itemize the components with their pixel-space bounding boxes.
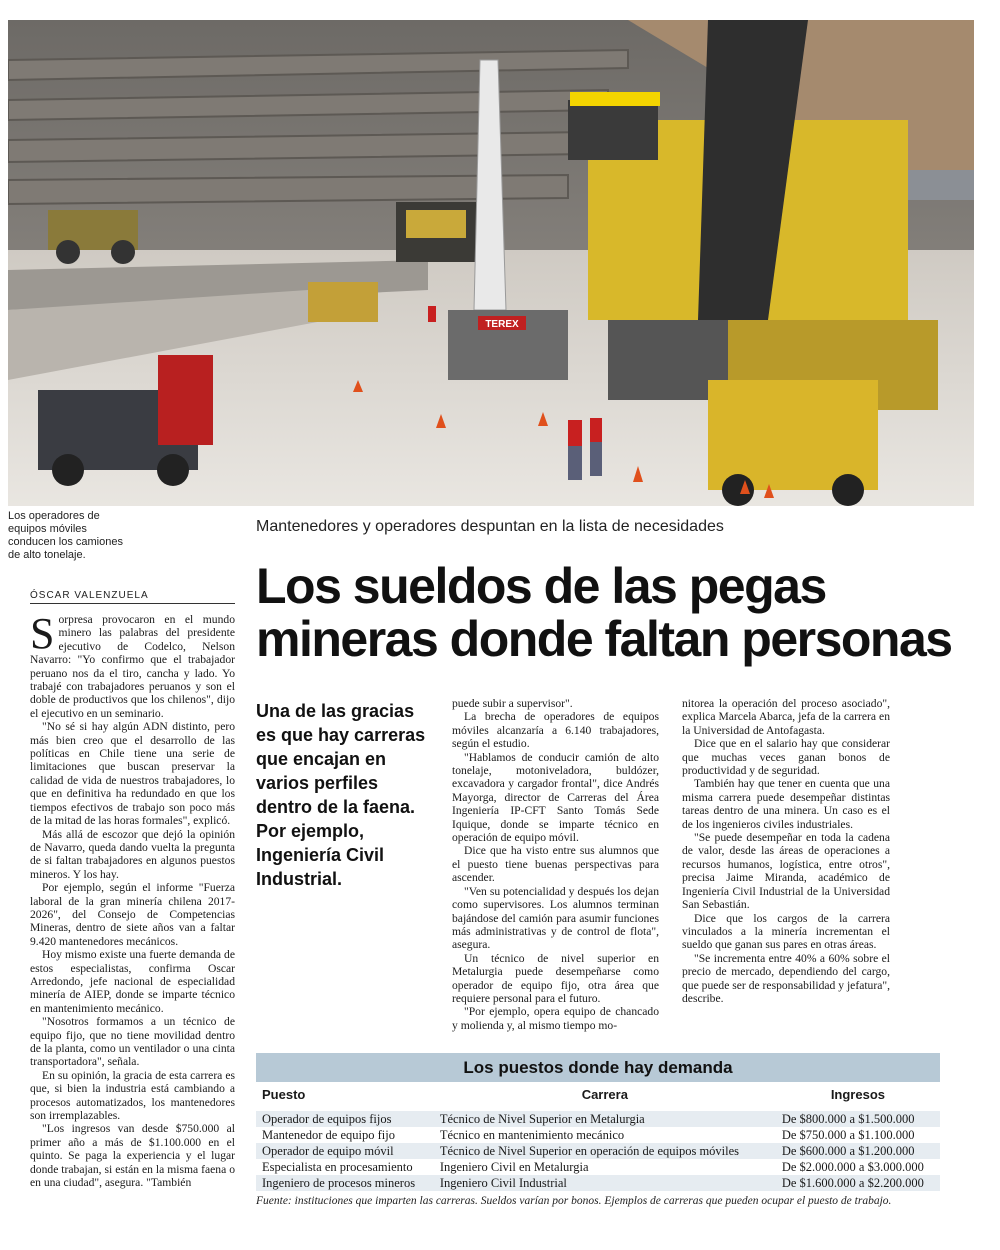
paragraph: En su opinión, la gracia de esta carrera es que, si bien la industria está cambiando a procesos automatizados, los mantenedores son irremplazables. xyxy=(30,1068,235,1123)
paragraph: "Hablamos de conducir camión de alto tonelaje, motoniveladora, buldózer, excavadora y cargador frontal", dice Andrés Mayorga, director de Carreras del Área Ingeniería IP-CFT Santo Tomás Sede Iquique, donde se imparte técnico en operación de equipo móvil. xyxy=(452,750,659,845)
svg-text:TEREX: TEREX xyxy=(485,319,519,330)
paragraph: "Se incrementa entre 40% a 60% sobre el precio de mercado, dependiendo del cargo, que puede ser de responsabilidad y jefatura", describe. xyxy=(682,951,890,1005)
paragraph: Dice que en el salario hay que considerar que muchas veces ganan bonos de productividad y de seguridad. xyxy=(682,737,890,778)
cell-puesto: Mantenedor de equipo fijo xyxy=(262,1127,395,1142)
paragraph: "Los ingresos van desde $750.000 al primer año a más de $1.100.000 en el quinto. Se paga la experiencia y el lugar donde trabajan, si están en la misma faena o en una ciudad", asegura. "También xyxy=(30,1122,235,1190)
table-row xyxy=(256,1159,940,1175)
article-column-4 xyxy=(682,697,890,1005)
header-ingresos: Ingresos xyxy=(776,1082,940,1111)
cell-ingresos: De $600.000 a $1.200.000 xyxy=(781,1143,915,1158)
paragraph: La brecha de operadores de equipos móviles alcanzaría a 6.140 trabajadores, según el estudio. xyxy=(452,710,659,751)
paragraph: "Ven su potencialidad y después los dejan como supervisores. Los alumnos terminan bajándose del camión para asumir funciones más administrativas y de control de flota", asegura. xyxy=(452,884,659,952)
paragraph: puede subir a supervisor". xyxy=(452,697,573,710)
header-puesto: Puesto xyxy=(256,1082,434,1111)
demand-table-box xyxy=(256,1053,940,1207)
cell-ingresos: De $800.000 a $1.500.000 xyxy=(781,1111,915,1126)
paragraph: Dice que ha visto entre sus alumnos que el puesto tiene buenas perspectivas para ascender. xyxy=(452,844,659,885)
table-row xyxy=(256,1143,940,1159)
mining-scene-illustration xyxy=(8,20,974,506)
header-carrera: Carrera xyxy=(434,1082,776,1111)
cell-puesto: Especialista en procesamiento xyxy=(262,1159,413,1174)
cell-carrera: Ingeniero Civil Industrial xyxy=(439,1175,567,1190)
mining-photo xyxy=(8,20,974,506)
paragraph: nitorea la operación del proceso asociado", explica Marcela Abarca, jefa de la carrera en la Universidad de Antofagasta. xyxy=(682,697,890,737)
cell-carrera: Técnico de Nivel Superior en operación de equipos móviles xyxy=(439,1143,740,1158)
drop-cap: S xyxy=(30,609,55,658)
paragraph: Por ejemplo, según el informe "Fuerza laboral de la gran minería chilena 2017-2026", del Consejo de Competencias Mineras, dentro de siete años van a faltar 9.420 mantenedores mecánicos. xyxy=(30,881,235,948)
paragraph: Más allá de escozor que dejó la opinión de Navarro, queda dando vuelta la pregunta de si faltan trabajadores en algunos puestos mineros. Y los hay. xyxy=(30,827,235,881)
table-header-row xyxy=(256,1082,940,1111)
cell-carrera: Técnico de Nivel Superior en Metalurgia xyxy=(439,1111,645,1126)
paragraph: Un técnico de nivel superior en Metalurgia puede desempeñarse como operador de equipo fijo, otra área que requiere personal para el futuro. xyxy=(452,951,659,1005)
haul-truck-center xyxy=(396,202,476,262)
article-column-3 xyxy=(452,697,659,1032)
kicker: Mantenedores y operadores despuntan en la lista de necesidades xyxy=(256,518,724,535)
table-row xyxy=(256,1111,940,1127)
paragraph: Hoy mismo existe una fuerte demanda de estos especialistas, confirma Oscar Arredondo, jefe nacional de especialidad minería de AIEP, donde se imparte técnico en mantenimiento mecánico. xyxy=(30,948,235,1015)
demand-table xyxy=(256,1082,940,1191)
cell-puesto: Operador de equipos fijos xyxy=(262,1111,392,1126)
paragraph: Dice que los cargos de la carrera vinculados a la minería incrementan el sueldo que ganan sus pares en otras áreas. xyxy=(682,911,890,952)
table-source-note: Fuente: instituciones que imparten las carreras. Sueldos varían por bonos. Ejemplos de carreras que pueden ocupar el puesto de trabajo. xyxy=(256,1195,892,1207)
table-row xyxy=(256,1175,940,1191)
cell-puesto: Operador de equipo móvil xyxy=(262,1143,394,1158)
paragraph: "Nosotros formamos a un técnico de equipo fijo, que no tiene movilidad dentro de la planta, como un ventilador o una cinta transportadora", señala. xyxy=(30,1015,235,1069)
cell-ingresos: De $2.000.000 a $3.000.000 xyxy=(781,1159,924,1174)
cell-carrera: Ingeniero Civil en Metalurgia xyxy=(439,1159,589,1174)
cell-ingresos: De $750.000 a $1.100.000 xyxy=(781,1127,915,1142)
cell-puesto: Ingeniero de procesos mineros xyxy=(262,1175,416,1190)
headline: Los sueldos de las pegas mineras donde faltan personas xyxy=(256,558,952,667)
cell-carrera: Técnico en mantenimiento mecánico xyxy=(439,1127,625,1142)
pull-quote: Una de las gracias es que hay carreras que encajan en varios perfiles dentro de la faena. Por ejemplo, Ingeniería Civil Industrial. xyxy=(256,701,426,889)
photo-caption: Los operadores de equipos móviles conducen los camiones de alto tonelaje. xyxy=(8,510,123,561)
table-row xyxy=(256,1127,940,1143)
cell-ingresos: De $1.600.000 a $2.200.000 xyxy=(781,1175,924,1190)
paragraph: "Por ejemplo, opera equipo de chancado y molienda y, al mismo tiempo mo- xyxy=(452,1005,659,1032)
byline: ÓSCAR VALENZUELA xyxy=(30,590,235,604)
paragraph: Sorpresa provocaron en el mundo minero las palabras del presidente ejecutivo de Codelco, Nelson Navarro: "Yo confirmo que el trabajador peruano nos da el tiro, cancha y lado. Yo trabajé con trabajadores peruanos y son el doble de productivos que los chilenos", dijo el ejecutivo en un seminario. xyxy=(30,609,235,720)
table-title: Los puestos donde hay demanda xyxy=(256,1053,940,1082)
article-column-1 xyxy=(30,609,235,1190)
paragraph: También hay que tener en cuenta que una misma carrera puede desempeñar distintas tareas dentro de una minera. Un caso es el de los ingenieros civiles industriales. xyxy=(682,777,890,831)
paragraph: "No sé si hay algún ADN distinto, pero más bien creo que el desarrollo de las políticas en Chile tiene una serie de limitaciones que buscan preservar la calidad de vida de nuestros trabajadores, lo que en definitiva ha redundado en que los tiempos efectivos de trabajo son poco más de la mitad de las horas formales", explicó. xyxy=(30,720,235,828)
paragraph: "Se puede desempeñar en toda la cadena de valor, desde las áreas de operaciones a recursos humanos, logística, entre otros", precisa Jaime Miranda, académico de Ingeniería Civil Industrial de la Universidad San Sebastián. xyxy=(682,831,890,912)
